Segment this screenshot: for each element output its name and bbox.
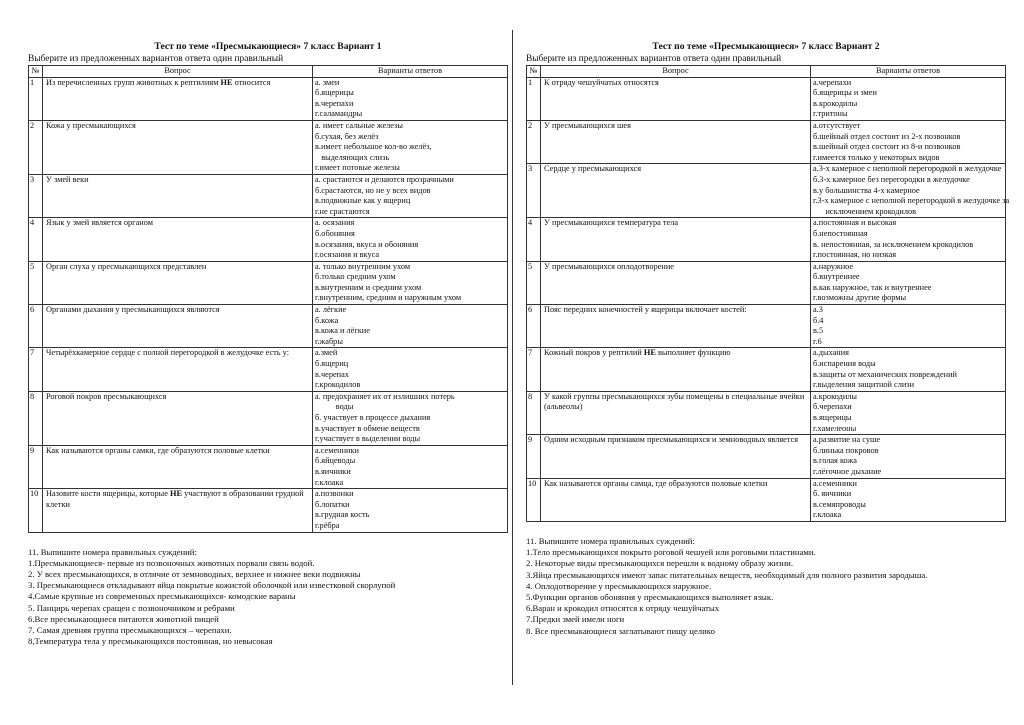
answer-options xyxy=(811,305,1006,348)
variant-2-title: Тест по теме «Пресмыкающиеся» 7 класс Вариант 2 xyxy=(652,41,880,52)
answer-option: г.возможны другие формы xyxy=(813,293,907,303)
question-fragment: Орган слуха у пресмыкающихся представлен xyxy=(46,261,207,271)
question-fragment: У змей веки xyxy=(46,174,89,184)
question-fragment: Сердце у пресмыкающихся xyxy=(544,164,642,174)
variant-1-sheet xyxy=(28,0,508,647)
question-fragment: Четырёхкамерное сердце с полной перегородкой в желудочке есть у: xyxy=(46,348,289,358)
question-fragment: У какой группы пресмыкающихся зубы помещены в специальные ячейки (альвеолы) xyxy=(544,391,805,412)
question-fragment: относится xyxy=(232,77,271,87)
judgement-line: 8. Все пресмыкающиеся заглатывают пищу целико xyxy=(526,625,715,636)
question-text xyxy=(541,218,811,261)
answer-option: б.ящериц xyxy=(315,359,349,369)
question-fragment: Как называются органы самки, где образуются половые клетки xyxy=(46,445,270,455)
answer-option: а.развитие на суше xyxy=(813,435,881,445)
variant-2-judgements xyxy=(526,536,1006,637)
answer-option: а.постоянная и высокая xyxy=(813,218,897,228)
question-text xyxy=(541,435,811,478)
question-text xyxy=(43,445,313,488)
answer-option: г.6 xyxy=(813,336,822,346)
variant-2-sheet xyxy=(526,0,1010,637)
question-fragment: участвуют в образовании грудной клетки xyxy=(46,489,304,509)
question-text xyxy=(541,164,811,218)
emphasis-ne: НЕ xyxy=(643,348,656,358)
answer-option: в. непостоянная, за исключением крокодилов xyxy=(813,239,974,249)
answer-option: г.лёгочное дыхание xyxy=(813,466,882,476)
question-number: 7 xyxy=(29,348,43,391)
answer-option: а. предохраняет их от излишних потерь xyxy=(315,391,455,401)
judgement-line: 1.Тело пресмыкающихся покрыто роговой чешуей или роговыми пластинами. xyxy=(526,547,816,558)
answer-option: г.участвует в выделении воды xyxy=(315,434,421,444)
question-row xyxy=(29,120,508,174)
answer-option: г.осязания и вкуса xyxy=(315,250,380,260)
judgement-line: 1.Пресмыкающиеся- первые из позвоночных животных порвали связь водой. xyxy=(28,557,315,568)
answer-option: а.черепахи xyxy=(813,77,852,87)
judgement-line: 3.Яйца пресмыкающихся имеют запас питательных веществ, необходимый для полного развития зародыша. xyxy=(526,569,928,580)
answer-options xyxy=(811,478,1006,521)
question-number: 4 xyxy=(29,218,43,261)
answer-option: а. срастаются и делаются прозрачными xyxy=(315,174,454,184)
question-number: 10 xyxy=(29,489,43,532)
answer-option: выделяющих слизь xyxy=(315,152,390,162)
answer-options xyxy=(811,164,1010,218)
answer-option: а.змей xyxy=(315,348,338,358)
question-fragment: Из перечисленных групп животных к рептилиям xyxy=(46,77,221,87)
answer-option: г.3-х камерное с неполной перегородкой в желудочке за xyxy=(813,196,1010,206)
judgement-line: 6.Все пресмыкающиеся питаются животной пищей xyxy=(28,613,219,624)
question-row xyxy=(29,348,508,391)
question-text xyxy=(541,478,811,521)
header-num: № xyxy=(29,66,43,78)
answer-option: а.дыхания xyxy=(813,348,849,358)
answer-option: в.осязания, вкуса и обоняния xyxy=(315,239,419,249)
answer-option: б.обоняния xyxy=(315,228,355,238)
question-text xyxy=(541,305,811,348)
answer-option: г.саламандры xyxy=(315,109,363,119)
answer-option: б.шейный отдел состоит из 2-х позвонков xyxy=(813,131,961,141)
question-row xyxy=(29,77,508,120)
answer-options xyxy=(811,348,1006,391)
answer-option: в.черепахи xyxy=(315,98,354,108)
question-fragment: выполняет функцию xyxy=(655,348,731,358)
question-number: 6 xyxy=(527,305,541,348)
answer-options xyxy=(313,120,508,174)
answer-option: в.ящерицы xyxy=(813,413,852,422)
question-text xyxy=(43,391,313,445)
question-row xyxy=(29,305,508,348)
question-number: 8 xyxy=(29,391,43,445)
answer-option: а.позвонки xyxy=(315,489,354,499)
answer-option: а. змеи xyxy=(315,77,340,87)
question-number: 5 xyxy=(527,261,541,304)
answer-option: в.семяпроводы xyxy=(813,499,866,509)
answer-option: г.жабры xyxy=(315,336,343,346)
question-row xyxy=(29,218,508,261)
question-row xyxy=(29,391,508,445)
question-number: 5 xyxy=(29,261,43,304)
question-fragment: К отряду чешуйчатых относятся xyxy=(544,77,659,87)
variant-1-table xyxy=(28,65,508,533)
question-number: 1 xyxy=(527,77,541,120)
answer-option: а. имеет сальные железы xyxy=(315,120,403,130)
answer-option: б.только средним ухом xyxy=(315,272,396,282)
answer-option: в.5 xyxy=(813,326,824,336)
question-number: 4 xyxy=(527,218,541,261)
question-text xyxy=(43,305,313,348)
question-fragment: Пояс передних конечностей у ящерицы включает костей: xyxy=(544,305,747,315)
answer-options xyxy=(313,391,508,445)
question-text xyxy=(43,348,313,391)
header-question: Вопрос xyxy=(541,66,811,78)
judgement-line: 2. У всех пресмыкающихся, в отличие от земноводных, верхнее и нижнее веки подвижны xyxy=(28,568,361,579)
question-text xyxy=(43,489,313,532)
answer-option: воды xyxy=(315,402,354,412)
question-row xyxy=(527,164,1006,218)
answer-option: б. яичники xyxy=(813,489,852,499)
answer-options xyxy=(313,305,508,348)
answer-option: г.хамелеоны xyxy=(813,423,857,433)
answer-options xyxy=(313,445,508,488)
answer-option: исключением крокодилов xyxy=(813,206,917,216)
question-text xyxy=(541,348,811,391)
question-row xyxy=(527,348,1006,391)
answer-option: а.3-х камерное с неполной перегородкой в желудочке xyxy=(813,164,1002,174)
header-num: № xyxy=(527,66,541,78)
question-number: 9 xyxy=(527,435,541,478)
question-number: 6 xyxy=(29,305,43,348)
answer-option: б.сухая, без желёз xyxy=(315,131,379,141)
answer-option: а.семенники xyxy=(813,478,857,488)
answer-options xyxy=(811,218,1006,261)
question-row xyxy=(527,435,1006,478)
question-row xyxy=(527,478,1006,521)
question-number: 8 xyxy=(527,391,541,434)
question-text xyxy=(541,391,811,434)
answer-option: б.непостоянная xyxy=(813,228,868,238)
answer-option: в.имеет небольшое кол-во желёз, xyxy=(315,142,432,152)
answer-option: в.голая кожа xyxy=(813,456,857,466)
question-row xyxy=(527,77,1006,120)
question-number: 1 xyxy=(29,77,43,120)
answer-options xyxy=(313,218,508,261)
answer-option: г.клоака xyxy=(813,510,842,520)
variant-1-subtitle: Выберите из предложенных вариантов ответа один правильный xyxy=(28,54,284,64)
answer-option: г.внутренним, средним и наружным ухом xyxy=(315,293,462,303)
answer-options xyxy=(313,174,508,217)
answer-options xyxy=(313,77,508,120)
question-fragment: Кожный покров у рептилий xyxy=(544,348,644,358)
answer-option: б.ящерицы xyxy=(315,88,354,98)
answer-option: б.испарения воды xyxy=(813,359,876,369)
question-fragment: У пресмыкающихся оплодотворение xyxy=(544,261,674,271)
header-answers: Варианты ответов xyxy=(313,66,508,78)
answer-option: г.клоака xyxy=(315,477,344,487)
judgement-line: 3. Пресмыкающиеся откладывают яйца покрытые кожистой оболочкой или известковой скорлупой xyxy=(28,580,396,591)
question-fragment: У пресмыкающихся шея xyxy=(544,120,631,130)
emphasis-ne: НЕ xyxy=(220,77,233,87)
question-text xyxy=(43,261,313,304)
judgement-line: 7. Самая древняя группа пресмыкающихся – черепахи. xyxy=(28,624,232,635)
variant-2-subtitle: Выберите из предложенных вариантов ответа один правильный xyxy=(526,54,782,64)
question-text xyxy=(541,77,811,120)
answer-option: а. лёгкие xyxy=(315,305,347,315)
answer-option: в.черепах xyxy=(315,369,349,379)
question-fragment: У пресмыкающихся температура тела xyxy=(544,218,679,228)
question-fragment: Кожа у пресмыкающихся xyxy=(46,120,136,130)
question-text xyxy=(541,120,811,163)
answer-option: г.имеется только у некоторых видов xyxy=(813,152,940,162)
question-text xyxy=(43,218,313,261)
answer-option: б.внутреннее xyxy=(813,272,860,282)
answer-option: в.участвует в обмене веществ xyxy=(315,423,420,433)
question-row xyxy=(527,218,1006,261)
answer-option: в.крокодилы xyxy=(813,98,858,108)
answer-option: б.3-х камерное без перегородки в желудочке xyxy=(813,174,970,184)
question-text xyxy=(541,261,811,304)
question-row xyxy=(527,261,1006,304)
question-row xyxy=(527,120,1006,163)
answer-option: г.выделения защитной слизи xyxy=(813,380,915,390)
question-number: 9 xyxy=(29,445,43,488)
answer-option: г.тритоны xyxy=(813,109,848,119)
answer-option: в.защиты от механических повреждений xyxy=(813,369,957,379)
judgement-heading: 11. Выпишите номера правильных суждений: xyxy=(28,546,197,557)
answer-option: а. только внутренним ухом xyxy=(315,261,411,271)
answer-option: б.ящерицы и змеи xyxy=(813,88,877,98)
page-divider xyxy=(512,30,513,685)
question-row xyxy=(527,305,1006,348)
answer-options xyxy=(811,435,1006,478)
answer-option: б.4 xyxy=(813,315,824,325)
question-number: 2 xyxy=(527,120,541,163)
answer-option: б.срастаются, но не у всех видов xyxy=(315,185,431,195)
question-text xyxy=(43,174,313,217)
answer-option: а.наружное xyxy=(813,261,854,271)
answer-option: в.как наружное, так и внутреннее xyxy=(813,282,932,292)
question-fragment: Одним исходным признаком пресмыкающихся и земноводных является xyxy=(544,435,799,445)
judgement-line: 4.Самые крупные из современных пресмыкающихся- комодские вараны xyxy=(28,591,296,602)
variant-1-judgements xyxy=(28,547,508,648)
question-text xyxy=(43,120,313,174)
answer-option: б.линька покровов xyxy=(813,445,879,455)
question-row xyxy=(29,445,508,488)
answer-option: в.внутренним и средним ухом xyxy=(315,282,422,292)
header-question: Вопрос xyxy=(43,66,313,78)
question-fragment: Язык у змей является органом xyxy=(46,218,153,228)
question-number: 10 xyxy=(527,478,541,521)
question-number: 3 xyxy=(29,174,43,217)
question-number: 3 xyxy=(527,164,541,218)
answer-options xyxy=(811,120,1006,163)
judgement-line: 6.Варан и крокодил относятся к отряду чешуйчатых xyxy=(526,603,720,614)
judgement-line: 7.Предки змей имели ноги xyxy=(526,614,625,625)
answer-options xyxy=(313,489,508,532)
answer-option: г.рёбра xyxy=(315,520,340,530)
question-fragment: Роговой покров пресмыкающихся xyxy=(46,391,167,401)
question-row xyxy=(29,261,508,304)
answer-option: г.крокодилов xyxy=(315,380,361,390)
question-fragment: Как называются органы самца, где образуются половые клетки xyxy=(544,478,768,488)
answer-option: г.не срастаются xyxy=(315,206,370,216)
answer-option: б. участвует в процессе дыхания xyxy=(315,413,431,422)
answer-option: а.отсутствует xyxy=(813,120,861,130)
judgement-line: 5. Панцирь черепах сращен с позвоночником и ребрами xyxy=(28,602,235,613)
answer-option: в.грудная кость xyxy=(315,510,370,520)
answer-option: а.3 xyxy=(813,305,823,315)
answer-option: в.шейный отдел состоит из 8-и позвонков xyxy=(813,142,961,152)
answer-options xyxy=(811,77,1006,120)
answer-option: а. осязания xyxy=(315,218,355,228)
answer-options xyxy=(811,261,1006,304)
judgement-line: 2. Некоторые виды пресмыкающихся перешли к водному образу жизни. xyxy=(526,558,794,569)
judgement-line: 8,Температура тела у пресмыкающихся постоянная, но невысокая xyxy=(28,636,273,647)
judgement-line: 5.Функции органов обоняния у пресмыкающихся выполняет язык. xyxy=(526,591,774,602)
variant-1-title: Тест по теме «Пресмыкающиеся» 7 класс Вариант 1 xyxy=(154,41,382,52)
judgement-heading: 11. Выпишите номера правильных суждений: xyxy=(526,535,695,546)
question-row xyxy=(527,391,1006,434)
answer-option: б.кожа xyxy=(315,315,339,325)
answer-options xyxy=(811,391,1006,434)
answer-option: а.крокодилы xyxy=(813,391,857,401)
answer-option: б.яйцеводы xyxy=(315,456,356,466)
answer-option: б.лопатки xyxy=(315,499,350,509)
answer-option: в.кожа и лёгкие xyxy=(315,326,370,336)
header-answers: Варианты ответов xyxy=(811,66,1006,78)
question-number: 2 xyxy=(29,120,43,174)
question-row xyxy=(29,489,508,532)
question-fragment: Назовите кости ящерицы, которые xyxy=(46,489,171,499)
judgement-line: 4. Оплодотворение у пресмыкающихся наружное. xyxy=(526,580,712,591)
answer-options xyxy=(313,348,508,391)
answer-option: в.яичники xyxy=(315,466,351,476)
answer-option: г.имеет потовые железы xyxy=(315,163,400,173)
question-fragment: Органами дыхания у пресмыкающихся являются xyxy=(46,305,220,315)
question-text xyxy=(43,77,313,120)
answer-option: г.постоянная, но низкая xyxy=(813,250,897,260)
answer-option: б.черепахи xyxy=(813,402,852,412)
variant-2-table xyxy=(526,65,1010,522)
question-number: 7 xyxy=(527,348,541,391)
answer-options xyxy=(313,261,508,304)
answer-option: а.семенники xyxy=(315,445,359,455)
question-row xyxy=(29,174,508,217)
answer-option: в.подвижные как у ящериц xyxy=(315,196,411,206)
answer-option: в.у большинства 4-х камерное xyxy=(813,185,920,195)
emphasis-ne: НЕ xyxy=(170,489,183,499)
